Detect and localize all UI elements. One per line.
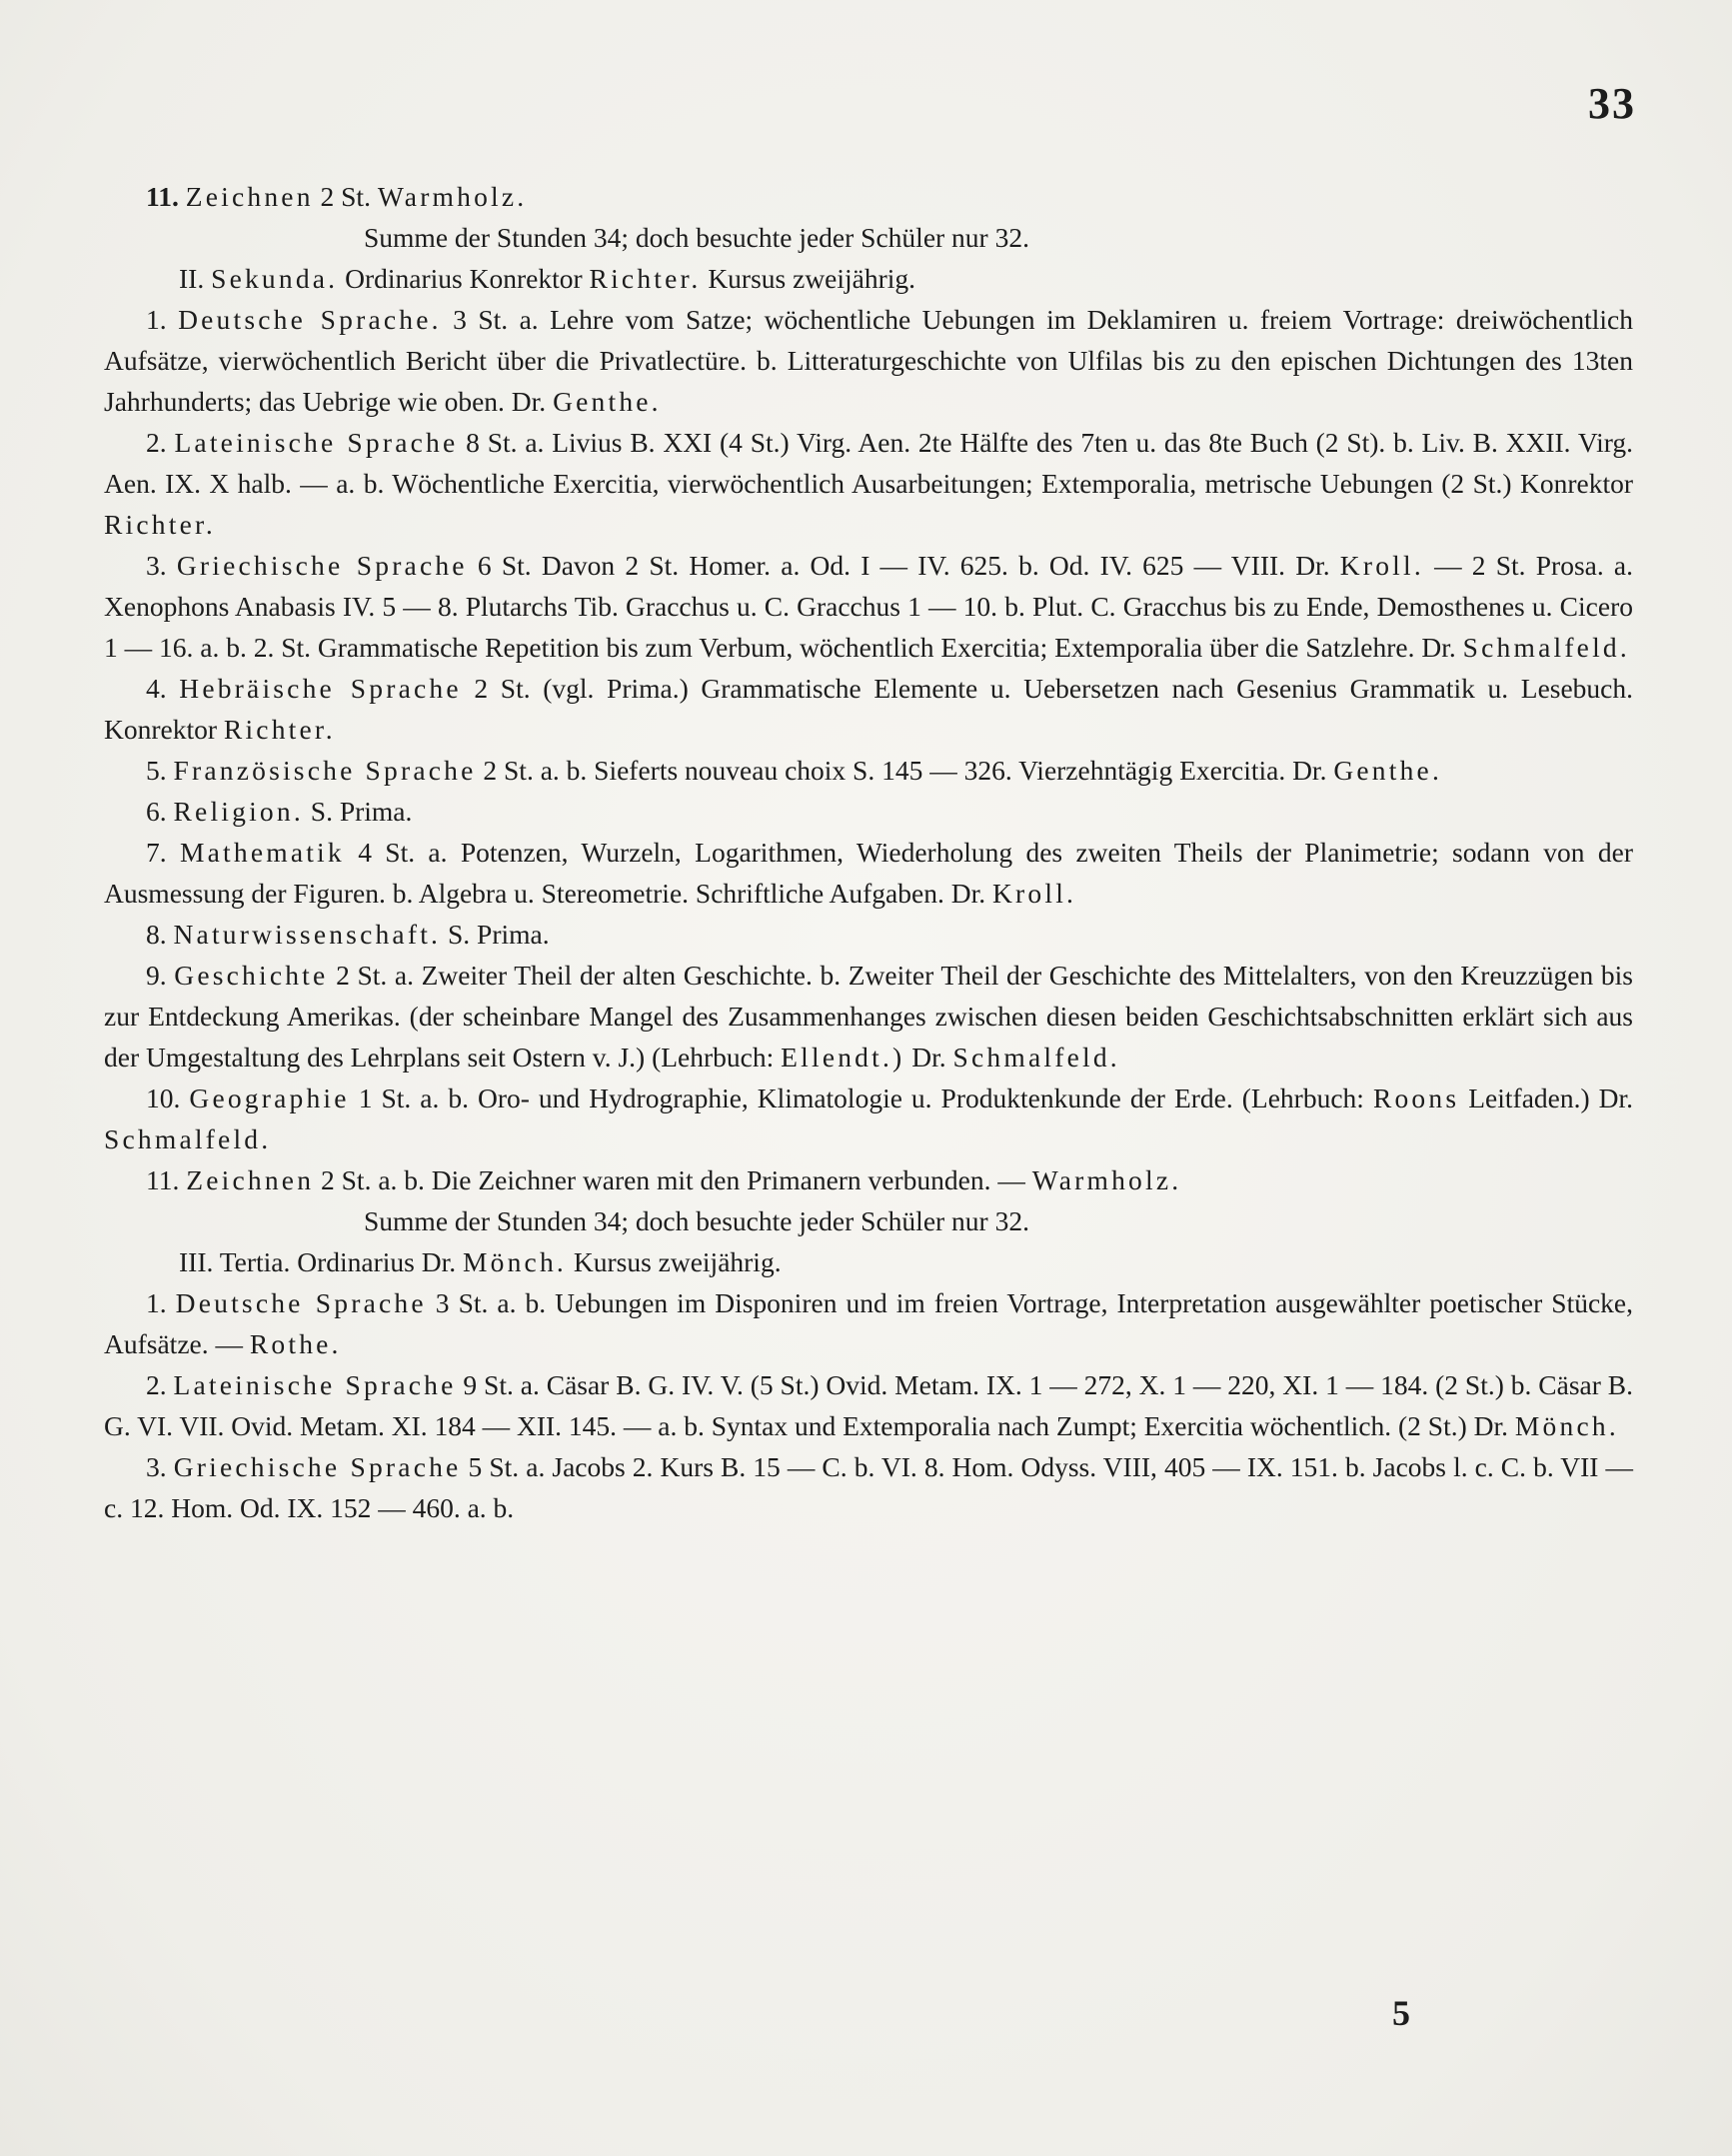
teacher-name: Genthe. [1333,755,1443,786]
entry-text: Dr. [911,1042,946,1073]
subject: Zeichnen [186,1164,315,1195]
teacher-name: Schmalfeld. [104,1123,272,1154]
subject: Geschichte [174,960,329,991]
teacher-name: Richter. [104,509,216,540]
tertia-deutsch-entry [104,1282,1633,1364]
entry-text: S. Prima. [310,796,413,827]
entry-number: 4. [146,673,167,704]
sekunda-heading [104,258,1633,299]
sekunda-franzoesisch-entry [104,750,1633,791]
entry-number: 2. [146,427,167,458]
sekunda-naturwissenschaft-entry [104,914,1633,955]
tertia-latein-entry [104,1364,1633,1446]
entry-text: 2 St. a. b. Die Zeichner waren mit den Primanern verbunden. — [321,1164,1025,1195]
class-name: Tertia. [219,1246,291,1277]
subject: Griechische Sprache [176,550,468,581]
sekunda-griechisch-entry [104,545,1633,668]
entry-text: 5 St. a. Jacobs 2. Kurs B. 15 — C. b. VI. 8. Hom. Odyss. VIII, 405 — IX. 151. b. Jacobs l. c. C. b. VII — c. 12. Hom. Od. IX. 152 — 460. a. b. [104,1451,1634,1523]
subject: Französische Sprache [173,755,477,786]
subject: Deutsche Sprache [175,1287,427,1318]
entry-number: 1. [146,1287,167,1318]
sekunda-deutsch-entry [104,299,1633,422]
teacher-name: Schmalfeld. [952,1042,1120,1073]
entry-text: 2 St. (vgl. Prima.) Grammatische Elemente u. Uebersetzen nach Gesenius Grammatik u. Lesebuch. Konrektor [104,673,1634,745]
teacher-name: Warmholz. [1031,1164,1182,1195]
kursus-text: Kursus zweijährig. [708,263,916,294]
page-number: 33 [1588,79,1636,128]
teacher-name: Warmholz. [377,181,528,212]
teacher-name: Schmalfeld. [1462,632,1630,663]
teacher-name: Kroll. [991,878,1077,909]
teacher-name: Rothe. [249,1328,342,1359]
summe-stunden-sekunda: Summe der Stunden 34; doch besuchte jeder Schüler nur 32. [364,1205,1029,1236]
class-name: Sekunda. [211,263,339,294]
entry-text: 8 St. a. Livius B. XXI (4 St.) Virg. Aen. 2te Hälfte des 7ten u. das 8te Buch (2 St). b. Liv. B. XXII. Virg. Aen. IX. X halb. — a. b. Wöchentliche Exercitia, vierwöchentlich Ausarbeitungen; Extemporalia, metrische Uebungen (2 St.) Konrektor [104,427,1633,499]
subject: Griechische Sprache [173,1451,462,1482]
entry-number: 5. [146,755,167,786]
sekunda-geographie-entry [104,1078,1633,1159]
entry-number: 9. [146,960,167,991]
entry-text: S. Prima. [448,919,550,950]
schedule-text [104,176,1633,1528]
entry-text: 3 St. a. b. Uebungen im Disponiren und im freien Vortrage, Interpretation ausgewählter poetischer Stücke, Aufsätze. — [104,1287,1634,1359]
teacher-name: Genthe. [553,386,662,417]
sekunda-latein-entry [104,422,1633,545]
entry-text: Leitfaden.) Dr. [1468,1082,1634,1113]
entry-number: 3. [146,550,167,581]
book-author: Ellendt.) [781,1042,905,1073]
sekunda-mathematik-entry [104,832,1633,914]
entry-text: 3 St. a. Lehre vom Satze; wöchentliche Uebungen im Deklamiren u. freiem Vortrage: dreiwöchentlich Aufsätze, vierwöchentlich Bericht über die Privatlectüre. b. Litteraturgeschichte von Ulfilas bis zu den epischen Dichtungen des 13ten Jahrhunderts; das Uebrige wie oben. Dr. [104,304,1634,417]
entry-text: — 2 St. Prosa. a. Xenophons Anabasis IV. 5 — 8. Plutarchs Tib. Gracchus u. C. Gracchus 1 — 10. b. Plut. C. Gracchus bis zu Ende, Demosthenes u. Cicero 1 — 16. a. b. 2. St. Grammatische Repetition bis zum Verbum, wöchentlich Exercitia; Extemporalia über die Satzlehre. Dr. [104,550,1634,663]
teacher-name: Richter. [589,263,702,294]
subject: Geographie [189,1082,350,1113]
entry-number: 1. [146,304,167,335]
entry-text: 2 St. a. Zweiter Theil der alten Geschichte. b. Zweiter Theil der Geschichte des Mittelalters, von den Kreuzzügen bis zur Entdeckung Amerikas. (der scheinbare Mangel des Zusammenhanges zwischen diesen beiden Geschichtsabschnitten erklärt sich aus der Umgestaltung des Lehrplans seit Ostern v. J.) (Lehrbuch: [104,960,1633,1073]
sekunda-zeichnen-entry [104,1159,1633,1200]
entry-number: 2. [146,1369,167,1400]
entry-text: 9 St. a. Cäsar B. G. IV. V. (5 St.) Ovid. Metam. IX. 1 — 272, X. 1 — 220, XI. 1 — 184. (2 St.) b. Cäsar B. G. VI. VII. Ovid. Metam. XI. 184 — XII. 145. — a. b. Syntax und Extemporalia nach Zumpt; Exercitia wöchentlich. (2 St.) Dr. [104,1369,1634,1441]
subject: Zeichnen [185,181,314,212]
entry-number: 8. [146,919,167,950]
subject: Lateinische Sprache [173,1369,457,1400]
entry-number: 3. [146,1451,167,1482]
entry-number: 7. [146,837,167,868]
sekunda-hebraeisch-entry [104,668,1633,750]
signature-mark: 5 [1392,1993,1410,2033]
entry-number: 10. [146,1082,181,1113]
entry-number: 6. [146,796,167,827]
teacher-name: Richter. [223,714,336,745]
entry-hours: 2 St. [320,181,371,212]
entry-number: 11. [146,181,179,212]
entry-number: 11. [146,1164,180,1195]
sekunda-religion-entry [104,791,1633,832]
teacher-name: Mönch. [1514,1410,1619,1441]
subject: Lateinische Sprache [174,427,459,458]
subject: Naturwissenschaft. [173,919,442,950]
heading-text: Ordinarius Konrektor [345,263,583,294]
teacher-name: Mönch. [462,1246,567,1277]
heading-text: Ordinarius Dr. [297,1246,457,1277]
subject: Deutsche Sprache. [178,304,442,335]
tertia-griechisch-entry [104,1446,1633,1528]
heading-number: II. [179,263,205,294]
subject: Hebräische Sprache [179,673,462,704]
subject: Religion. [173,796,304,827]
teacher-name: Kroll. [1339,550,1424,581]
kursus-text: Kursus zweijährig. [573,1246,782,1277]
subject: Mathematik [179,837,345,868]
prima-zeichnen-entry [104,176,1633,217]
sekunda-geschichte-entry [104,955,1633,1078]
book-author: Roons [1372,1082,1460,1113]
heading-number: III. [179,1246,214,1277]
entry-text: 4 St. a. Potenzen, Wurzeln, Logarithmen, Wiederholung des zweiten Theils der Planimetrie; sodann von der Ausmessung der Figuren. b. Algebra u. Stereometrie. Schriftliche Aufgaben. Dr. [104,837,1634,909]
tertia-heading [104,1241,1633,1282]
entry-text: 1 St. a. b. Oro- und Hydrographie, Klimatologie u. Produktenkunde der Erde. (Lehrbuch: [358,1082,1364,1113]
summe-stunden-prima: Summe der Stunden 34; doch besuchte jeder Schüler nur 32. [364,222,1029,253]
entry-text: 2 St. a. b. Sieferts nouveau choix S. 145 — 326. Vierzehntägig Exercitia. Dr. [483,755,1327,786]
entry-text: 6 St. Davon 2 St. Homer. a. Od. I — IV. 625. b. Od. IV. 625 — VIII. Dr. [477,550,1330,581]
